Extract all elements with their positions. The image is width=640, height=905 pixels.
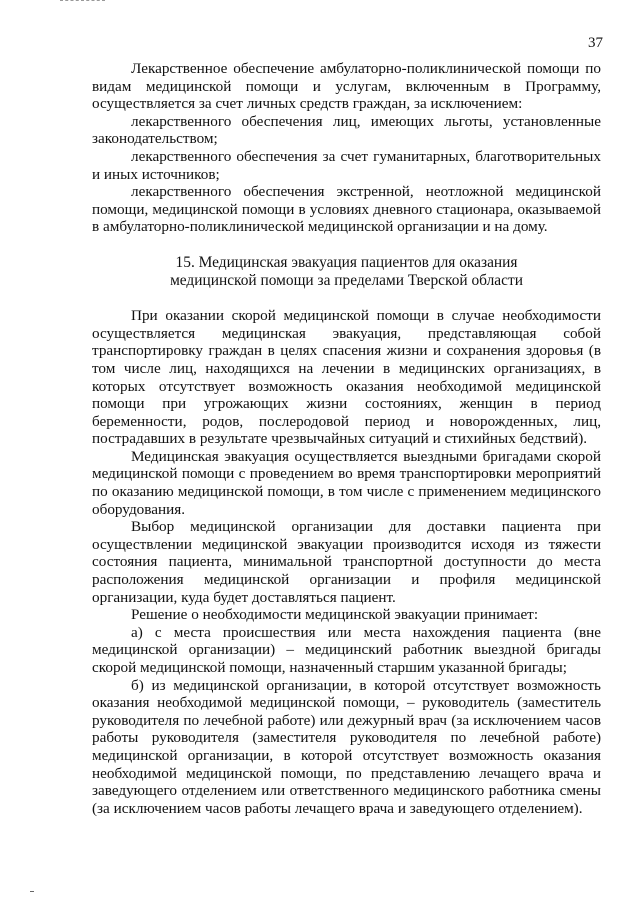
paragraph-evacuation-teams: Медицинская эвакуация осуществляется выездными бригадами скорой медицинской помощи с проведением во время транспортировки мероприятий по оказанию медицинской помощи, в том числе с применением медицинского оборудования.: [92, 447, 601, 518]
paragraph-evacuation-definition: При оказании скорой медицинской помощи в случае необходимости осуществляется медицинская эвакуация, представляющая собой транспортировку граждан в целях спасения жизни и сохранения здоровья (в том числе лиц, находящихся на лечении в медицинских организациях, в которых отсутствует возможность оказания необходимой медицинской помощи при угрожающих жизни состояниях, женщин в период беременности, родов, послеродовой период и новорожденных, лиц, пострадавших в результате чрезвычайных ситуаций и стихийных бедствий).: [92, 307, 601, 448]
section-heading-line2: медицинской помощи за пределами Тверской области: [170, 271, 523, 289]
scan-bottom-mark: [30, 891, 34, 892]
list-item-b: б) из медицинской организации, в которой отсутствует возможность оказания необходимой медицинской помощи, – руководитель (заместитель руководителя по лечебной работе) или дежурный врач (за исключением часов работы руководителя (заместителя руководителя по лечебной работе) медицинской организации, в которой отсутствует возможность оказания необходимой медицинской помощи, по представлению лечащего врача и заведующего отделением или ответственного медицинского работника смены (за исключением часов работы лечащего врача и заведующего отделением).: [92, 676, 601, 817]
section-heading: [92, 254, 601, 289]
list-item-a: а) с места происшествия или места нахождения пациента (вне медицинской организации) – медицинский работник выездной бригады скорой медицинской помощи, назначенный старшим указанной бригады;: [92, 623, 601, 676]
scan-top-mark: [60, 0, 105, 3]
section-heading-line1: 15. Медицинская эвакуация пациентов для оказания: [175, 253, 518, 271]
paragraph-exception-benefits: лекарственного обеспечения лиц, имеющих льготы, установленные законодательством;: [92, 112, 601, 148]
paragraph-decision: Решение о необходимости медицинской эвакуации принимает:: [131, 606, 539, 624]
page-number: 37: [588, 35, 603, 51]
document-body: [92, 60, 601, 817]
paragraph-intro: Лекарственное обеспечение амбулаторно-поликлинической помощи по видам медицинской помощи и услугам, включенным в Программу, осуществляется за счет личных средств граждан, за исключением:: [92, 60, 601, 113]
paragraph-organization-choice: Выбор медицинской организации для доставки пациента при осуществлении медицинской эвакуации производится исходя из тяжести состояния пациента, минимальной транспортной доступности до места расположения медицинской организации и профиля медицинской организации, куда будет доставляться пациент.: [92, 518, 601, 606]
paragraph-exception-humanitarian: лекарственного обеспечения за счет гуманитарных, благотворительных и иных источников;: [92, 147, 601, 183]
paragraph-exception-emergency: лекарственного обеспечения экстренной, неотложной медицинской помощи, медицинской помощи в условиях дневного стационара, оказываемой в амбулаторно-поликлинической медицинской организации и на дому.: [92, 183, 601, 236]
